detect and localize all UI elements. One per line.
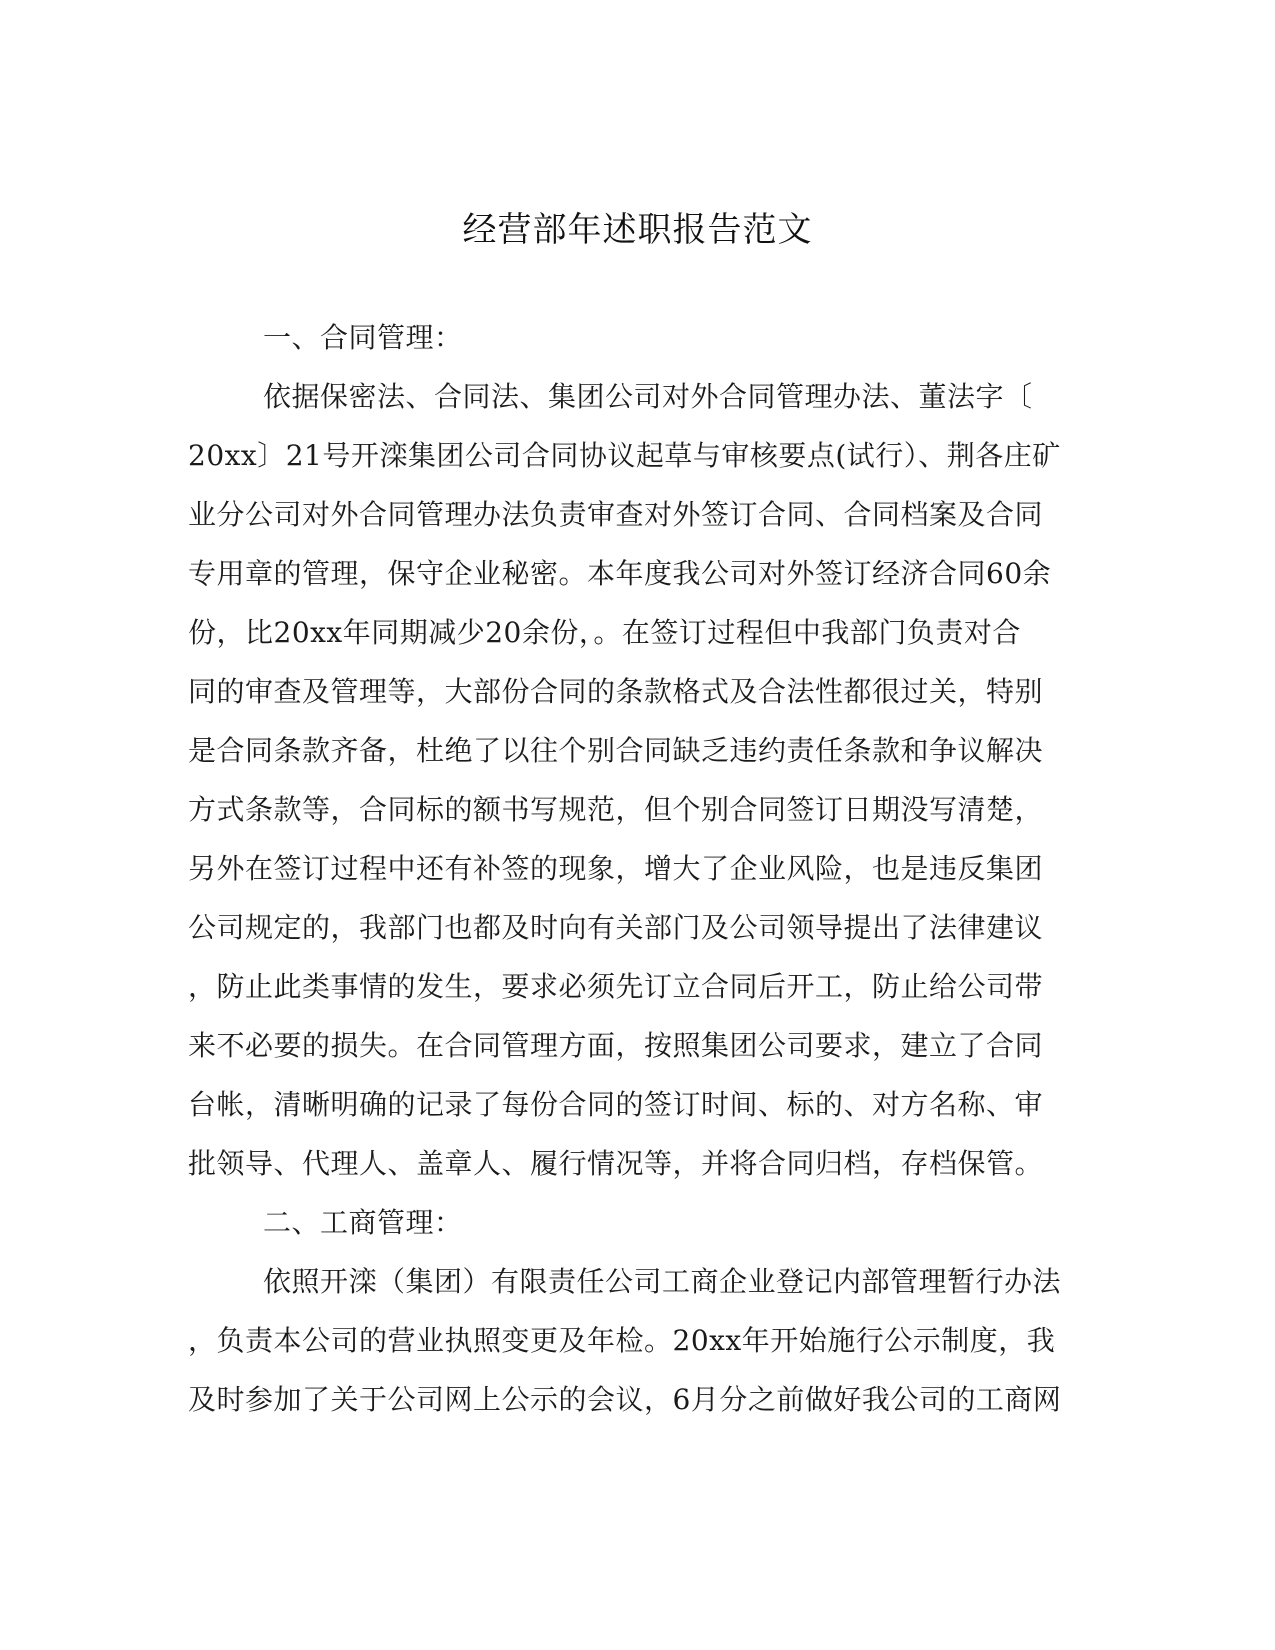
- paragraph-line: 来不必要的损失。在合同管理方面，按照集团公司要求，建立了合同: [188, 1029, 1044, 1062]
- paragraph-line: ，防止此类事情的发生，要求必须先订立合同后开工，防止给公司带: [188, 970, 1044, 1003]
- paragraph-line: 台帐，清晰明确的记录了每份合同的签订时间、标的、对方名称、审: [188, 1088, 1044, 1121]
- document-title: 经营部年述职报告范文: [462, 210, 813, 250]
- section-heading-contract: 一、合同管理：: [263, 321, 463, 354]
- paragraph-line: 另外在签订过程中还有补签的现象，增大了企业风险，也是违反集团: [188, 852, 1044, 885]
- paragraph-line: 份，比20xx年同期减少20余份，。在签订过程但中我部门负责对合: [188, 616, 1021, 649]
- paragraph-line: 业分公司对外合同管理办法负责审查对外签订合同、合同档案及合同: [188, 498, 1044, 531]
- paragraph-line: 及时参加了关于公司网上公示的会议，6月分之前做好我公司的工商网: [188, 1383, 1062, 1416]
- paragraph-line: 公司规定的，我部门也都及时向有关部门及公司领导提出了法律建议: [188, 911, 1044, 944]
- paragraph-line: ，负责本公司的营业执照变更及年检。20xx年开始施行公示制度，我: [188, 1324, 1056, 1357]
- section-heading-business: 二、工商管理：: [263, 1206, 463, 1239]
- paragraph-line: 同的审查及管理等，大部份合同的条款格式及合法性都很过关，特别: [188, 675, 1044, 708]
- paragraph-line: 批领导、代理人、盖章人、履行情况等，并将合同归档，存档保管。: [188, 1147, 1044, 1180]
- paragraph-line: 20xx〕21号开滦集团公司合同协议起草与审核要点(试行）、荆各庄矿: [188, 439, 1061, 472]
- paragraph-line: 是合同条款齐备，杜绝了以往个别合同缺乏违约责任条款和争议解决: [188, 734, 1044, 767]
- paragraph-line: 依照开滦（集团）有限责任公司工商企业登记内部管理暂行办法: [263, 1265, 1062, 1298]
- paragraph-line: 方式条款等，合同标的额书写规范，但个别合同签订日期没写清楚，: [188, 793, 1044, 826]
- paragraph-line: 专用章的管理，保守企业秘密。本年度我公司对外签订经济合同60余: [188, 557, 1052, 590]
- paragraph-line: 依据保密法、合同法、集团公司对外合同管理办法、董法字〔: [263, 380, 1033, 413]
